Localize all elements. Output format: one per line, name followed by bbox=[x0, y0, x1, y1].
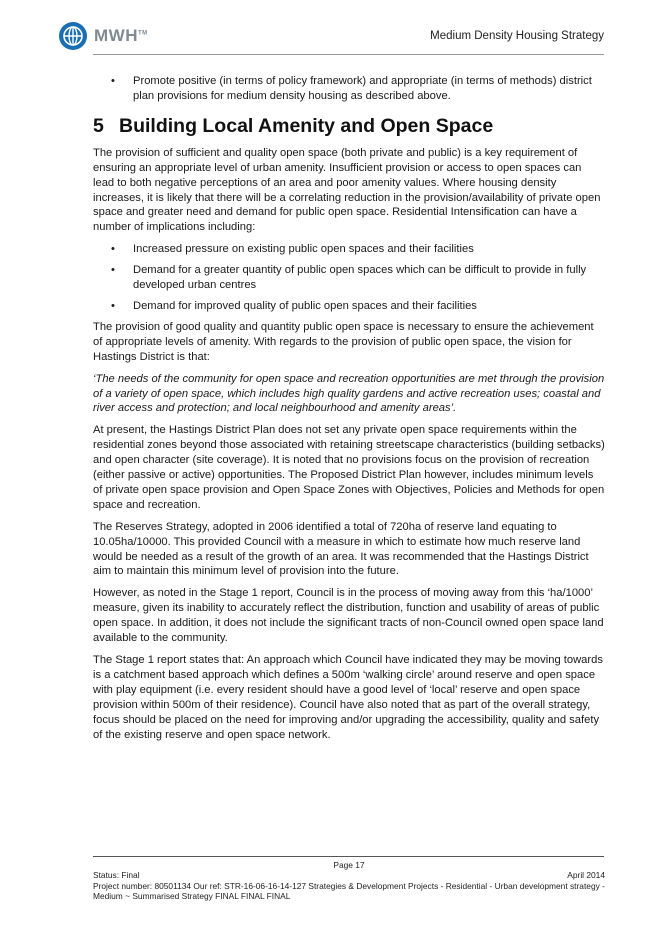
logo bbox=[58, 20, 148, 52]
section-number: 5 bbox=[93, 114, 104, 137]
document-title: Medium Density Housing Strategy bbox=[430, 30, 604, 42]
vision-intro-paragraph: The provision of good quality and quantity public open space is necessary to ensure the achievement of appropriate levels of amenity. With regards to the provision of public open space, the vision for Hastings District is that: bbox=[93, 320, 594, 363]
section-heading bbox=[93, 114, 605, 138]
logo-trademark: TM bbox=[137, 30, 148, 37]
intro-paragraph: The provision of sufficient and quality open space (both private and public) is a key requirement of ensuring an appropriate level of urban amenity. Insufficient provision or access to open spaces can lead to both negative perceptions of an area and poor amenity values. Where housing density increases, it is likely that there will be a correlating reduction in the provision/availability of private open space and greater need and demand for public open space. Residential Intensification can have a number of implications including: bbox=[93, 146, 601, 234]
globe-logo-icon bbox=[58, 21, 88, 51]
list-item: • Demand for a greater quantity of public open spaces which can be difficult to provide in fully developed urban centres bbox=[93, 263, 605, 293]
footer-divider bbox=[93, 856, 604, 857]
project-reference: Project number: 80501134 Our ref: STR-16-06-16-14-127 Strategies & Development Projects - Residential - Urban development strategy - Medium ~ Summarised Strategy FINAL FINAL FINAL bbox=[93, 880, 605, 902]
section-title: Building Local Amenity and Open Space bbox=[119, 114, 494, 137]
district-plan-paragraph: At present, the Hastings District Plan does not set any private open space requirements within the residential zones beyond those associated with retaining streetscape characteristics (building setbacks) and open character (site coverage). It is noted that no provisions focus on the provision of recreation (either passive or active) opportunities. The Proposed District Plan however, includes minimum levels of private open space provision and Open Space Zones with Objectives, Policies and Methods for open space and recreation. bbox=[93, 424, 605, 511]
page-content bbox=[93, 74, 605, 749]
list-item: • Increased pressure on existing public open spaces and their facilities bbox=[93, 242, 605, 257]
header-divider bbox=[93, 54, 604, 55]
page-footer bbox=[93, 860, 605, 902]
stage1-approach-paragraph: The Stage 1 report states that: An approach which Council have indicated they may be moving towards is a catchment based approach which defines a 500m ‘walking circle’ around reserve and open space with play equipment (i.e. every resident should have a good level of ‘local’ reserve and open space provision within 500m of their residence). Council have also noted that as part of the overall strategy, focus should be placed on the need for improving and/or upgrading the accessibility, quality and safety of the existing reserve and open space network. bbox=[93, 654, 603, 741]
list-item: • Promote positive (in terms of policy framework) and appropriate (in terms of methods) district plan provisions for medium density housing as described above. bbox=[93, 74, 605, 104]
logo-text: MWH™ bbox=[94, 26, 148, 45]
vision-quote: ‘The needs of the community for open space and recreation opportunities are met through the provision of a variety of open space, which includes high quality gardens and active recreation uses; coastal and river access and protection; and local neighbourhood and amenity areas’. bbox=[93, 372, 605, 415]
status-text: Status: Final bbox=[93, 870, 140, 881]
stage1-measure-paragraph: However, as noted in the Stage 1 report, Council is in the process of moving away from this ‘ha/1000’ measure, given its inability to accurately reflect the distribution, function and usability of areas of public open space. In addition, it does not include the significant tracts of non-Council owned open space land available to the community. bbox=[93, 587, 604, 645]
page-number: Page 17 bbox=[333, 860, 365, 870]
footer-date: April 2014 bbox=[567, 870, 605, 881]
reserves-paragraph: The Reserves Strategy, adopted in 2006 identified a total of 720ha of reserve land equating to 10.05ha/10000. This provided Council with a measure in which to estimate how much reserve land would be needed as a result of the growth of an area. It was recommended that the Hastings District aim to maintain this minimum level of provision into the future. bbox=[93, 520, 589, 578]
list-item: • Demand for improved quality of public open spaces and their facilities bbox=[93, 299, 605, 314]
